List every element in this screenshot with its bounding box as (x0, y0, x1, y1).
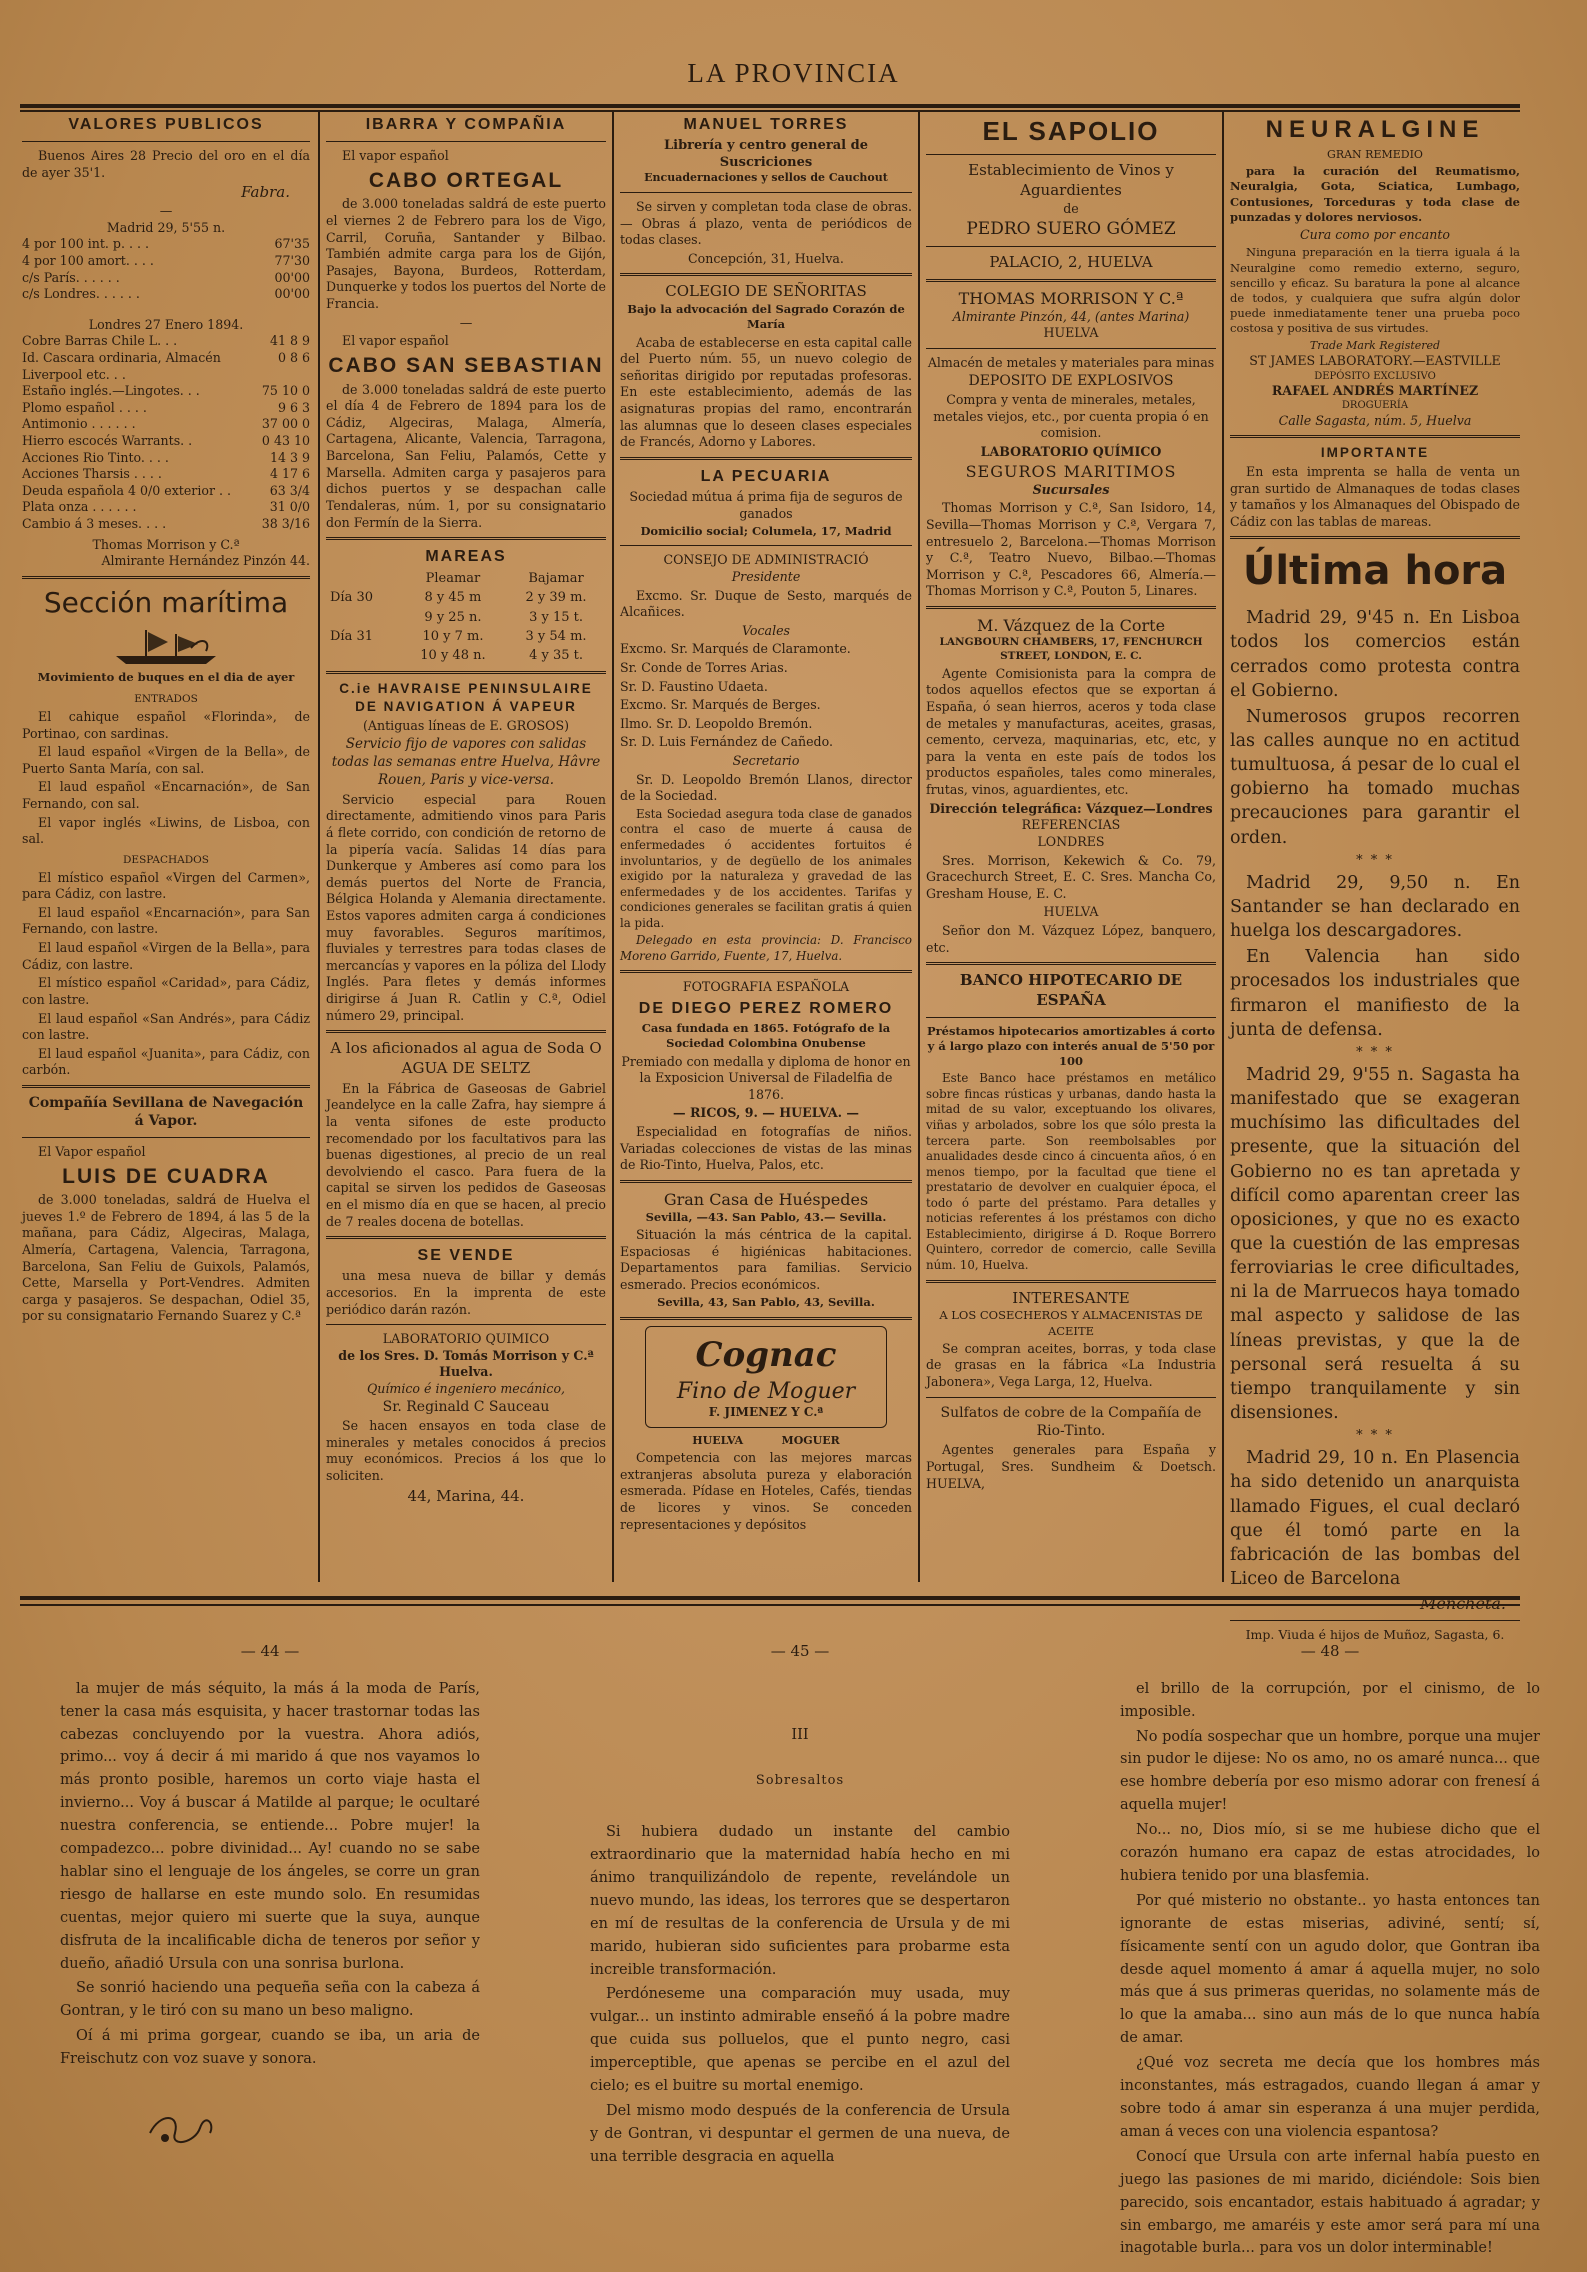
novel-paragraph: la mujer de más séquito, la más á la moda de París, tener la casa más esquisita, y hacer trastornar todas las cabezas concluyendo por la vuestra. Ahora adiós, primo... voy á decir á mi marido á que nos vayamos lo más pronto posible, haremos un corto viaje hasta el invierno... Voy á buscar á Matilde al parque; le ocultaré nuestra conferencia, se entiende... Pobre mujer! la compadezco... pobre divinidad... Ay! cuando no se sabe hablar sino el lenguaje de los ángeles, se corre un gran riesgo de hallarse en este mundo solo. En resumidas cuentas, mejor quiero mi suerte que la suya, aunque disfruta de la incalificable dicha de teneros por señor y dueño, añadió Ursula con una sonrisa burlona. (60, 1680, 480, 1972)
page-number: — 44 — (240, 1642, 300, 1660)
buenos-aires-text: Buenos Aires 28 Precio del oro en el día de ayer 35'1. (22, 148, 310, 180)
mareas-cell: 10 y 7 m. (422, 628, 484, 644)
soda-title: A los aficionados al agua de Soda O AGUA DE SELTZ (330, 1039, 602, 1078)
madrid-quote-row-value: 67'35 (274, 236, 310, 252)
havraise-sub: (Antiguas líneas de E. GROSOS) (362, 717, 570, 733)
madrid-quote-row (22, 270, 310, 287)
news-item: Madrid 29, 9,50 n. En Santander se han declarado en huelga los descargadores. (1230, 872, 1520, 942)
ultima-hora-title: Última hora (1242, 548, 1508, 595)
londres-quote-row-value: 4 17 6 (269, 466, 310, 482)
morrison-city: HUELVA (1043, 325, 1099, 341)
londres-quote-row (22, 416, 310, 433)
interesante-text: Se compran aceites, borras, y toda clase de grasas en la fábrica «La Industria Jabonera», Vega Larga, 12, Huelva. (926, 1340, 1216, 1389)
foto-name: DE DIEGO PEREZ ROMERO (638, 1000, 894, 1018)
havraise-italic: Servicio fijo de vapores con salidas todas las semanas entre Huelva, Hâvre Rouen, Paris y vice-versa. (331, 736, 601, 788)
vazquez-addr: LANGBOURN CHAMBERS, 17, FENCHURCH STREET, LONDON, E. C. (939, 636, 1203, 662)
novel-paragraph: Si hubiera dudado un instante del cambio extraordinario que la maternidad había hecho en mi ánimo tranquilizándolo de repente, revelándole un nuevo mundo, las ideas, los terrores que se despertaron en mí de resultas de la conferencia de Ursula y de mi marido, hubieran sido suficientes para probarme esta increible transformación. (590, 1824, 1010, 1978)
londres-quote-row-label: Cambio á 3 meses. . . . (22, 516, 167, 532)
cabo-san-sebastian-title: CABO SAN SEBASTIAN (328, 353, 604, 377)
luis-de-cuadra-title: LUIS DE CUADRA (62, 1164, 270, 1188)
mareas-cell (326, 646, 400, 665)
cognac-logo (645, 1326, 887, 1428)
torres-sub: Librería y centro general de Suscriciones (664, 138, 868, 171)
colegio-text: Acaba de establecerse en esta capital calle del Puerto núm. 55, un nuevo colegio de señoritas dirigido por reputadas profesoras. En este establecimiento, además de las asignaturas propias del ramo, encontrarán las alumnas que lo deseen clases especiales de Francés, Adorno y Labores. (620, 334, 912, 450)
casa-addr: Sevilla, —43. San Pablo, 43.— Sevilla. (645, 1209, 887, 1224)
londres-quote-row-label: Plata onza . . . . . . (22, 499, 137, 515)
folletin-page-48 (1120, 1640, 1540, 2260)
laboratorio-text: Se hacen ensayos en toda clase de minerales y metales conocidos á precios muy económicos. Precios á los que lo soliciten. (326, 1418, 606, 1483)
neuralgine-text: para la curación del Reumatismo, Neuralgia, Gota, Sciatica, Lumbago, Contusiones, Torceduras y toda clase de punzadas y dolores nerviosos. (1230, 164, 1520, 224)
londres-label: LONDRES (1037, 833, 1105, 849)
sapolio-name: PEDRO SUERO GÓMEZ (966, 218, 1176, 239)
novel-paragraph: Por qué misterio no obstante.. yo hasta entonces tan ignorante de estas miserias, adiviné, sentí; sí, físicamente sentí con un agudo dolor, que Gontran iba desde aquel momento á amar á aquella mujer, no solo más que á sus primeras queridas, no solamente más de lo que la amaba... sino aun más de lo que nunca había de amar. (1120, 1892, 1540, 2047)
news-item: Madrid 29, 10 n. En Plasencia ha sido detenido un anarquista llamado Figues, el cual declaró que él tomó parte en la fabricación de las bombas del Liceo de Barcelona (1230, 1448, 1520, 1589)
sapolio-de: de (1063, 200, 1079, 216)
novel-paragraph: Conocí que Ursula con arte infernal había puesto en juego las pasiones de mi marido, diciéndole: Sois bien parecido, sois encantador, estais habituado á agradar; y sin embargo, me amaréis y este amor será para mí una inagotable burla... para vos un dolor interminable! (1120, 2148, 1540, 2257)
colegio-title: COLEGIO DE SEÑORITAS (665, 282, 867, 301)
morrison-addr: Almirante Pinzón, 44, (antes Marina) (952, 308, 1190, 324)
neuralgine-text2: Ninguna preparación en la tierra iguala á la Neuralgine como remedio externo, seguro, sencillo y eficaz. Su baratura la pone al alcance de todos, y cualquiera que sufra algún dolor puede inmediatamente tener una prueba poco costosa y positiva de sus virtudes. (1230, 245, 1520, 336)
novel-paragraph: el brillo de la corrupción, por el cinismo, de lo imposible. (1120, 1680, 1540, 1720)
sapolio-sub: Establecimiento de Vinos y Aguardientes (968, 161, 1174, 200)
pleamar-head: Pleamar (425, 571, 481, 587)
vocales-label: Vocales (741, 622, 791, 638)
londres-quote-row-value: 63 3/4 (269, 482, 310, 498)
madrid-quote-row-label: c/s París. . . . . . (22, 269, 120, 285)
vazquez-title: M. Vázquez de la Corte (976, 615, 1166, 635)
madrid-quote-row (22, 286, 310, 303)
mareas-cell: Día 31 (330, 628, 374, 644)
londres-quote-row-value: 75 10 0 (261, 383, 310, 399)
despachados-head: DESPACHADOS (123, 853, 209, 866)
novel-paragraph: Oí á mi prima gorgear, cuando se iba, un aria de Freischutz con voz suave y sonora. (60, 2028, 480, 2068)
torres-addr: Concepción, 31, Huelva. (688, 250, 844, 266)
londres-quote-row-value: 14 3 9 (269, 449, 310, 465)
cura-label: Cura como por encanto (1300, 226, 1450, 242)
laboratory: ST JAMES LABORATORY.—EASTVILLE (1249, 353, 1501, 369)
casa-text: Situación la más céntrica de la capital. Espaciosas é higiénicas habitaciones. Departamentos para familias. Servicio esmerado. Precios económicos. (620, 1227, 912, 1292)
foto-text: Premiado con medalla y diploma de honor en la Exposicion Universal de Filadelfia de 1876. (621, 1053, 911, 1102)
madrid-quote-row-label: 4 por 100 int. p. . . . (22, 236, 150, 252)
despachado-item: El laud español «Virgen de la Bella», para Cádiz, con lastre. (22, 940, 310, 972)
madrid-quotes (22, 236, 310, 302)
ship-icon (106, 626, 226, 666)
pecuaria-delegado: Delegado en esta provincia: D. Francisco Moreno Garrido, Fuente, 17, Huelva. (620, 933, 912, 963)
havraise-text: Servicio especial para Rouen directamente, admitiendo vinos para Paris á flete corrido, con condición de retorno de la pipería vacía. Salidas 14 días para Dunkerque y Amberes así como para los demás puertos del Norte de Francia, Bélgica Holanda y Alemania directamente. Estos vapores admiten carga á condiciones muy favorables. Seguros marítimos, fluviales y terrestres para todas clases de mercancías y vapores en la póliza del Llody Inglés. Para fletes y demás informes dirigirse á Juan R. Catlin y C.ª, Odiel número 29, principal. (326, 791, 606, 1023)
londres-quote-row (22, 466, 310, 483)
londres-quote-row-label: Antimonio . . . . . . (22, 416, 136, 432)
torres-text: Se sirven y completan toda clase de obras.— Obras á plazo, venta de periódicos de todas clases. (620, 198, 912, 248)
importante-title: IMPORTANTE (1320, 445, 1430, 461)
se-vende-text: una mesa nueva de billar y demás accesorios. En la imprenta de este periódico darán razón. (326, 1268, 606, 1317)
vocales-list (620, 641, 912, 751)
londres-quote-row (22, 483, 310, 500)
vapor-label-1: El vapor español (342, 148, 449, 164)
londres-quote-row-label: Hierro escocés Warrants. . (22, 433, 193, 449)
londres-quote-row-label: Deuda española 4 0/0 exterior . . (22, 482, 231, 498)
news-separator: * * * (1356, 1044, 1394, 1060)
pecuaria-domicilio: Domicilio social; Columela, 17, Madrid (640, 524, 892, 539)
torres-sub2: Encuadernaciones y sellos de Cauchout (644, 171, 888, 185)
londres-quote-row-value: 9 6 3 (277, 399, 310, 415)
column-torres (620, 112, 912, 1582)
morrison-text: Almacén de metales y materiales para minas (927, 355, 1215, 371)
folletin-page-45 (590, 1640, 1010, 2260)
flourish-icon (140, 2103, 220, 2153)
despachado-item: El místico español «Caridad», para Cádiz, con lastre. (22, 975, 310, 1007)
news-item: En Valencia han sido procesados los industriales que firmaron el manifiesto de la junta de defensa. (1230, 947, 1520, 1040)
londres-quote-row-label: Id. Cascara ordinaria, Almacén Liverpool etc. . . (22, 350, 221, 382)
column-neuralgine (1230, 112, 1520, 1643)
madrid-quote-row (22, 236, 310, 253)
foto-text2: Especialidad en fotografías de niños. Variadas colecciones de vistas de las minas de Rio-Tinto, Huelva, Palos, etc. (620, 1123, 912, 1173)
mareas-cell (326, 608, 400, 627)
secretario-label: Secretario (732, 752, 800, 768)
cognac-logo-text: Cognac (695, 1334, 837, 1375)
column-divider (612, 112, 614, 1582)
vocal-item: Ilmo. Sr. D. Leopoldo Bremón. (620, 715, 813, 731)
middle-rule (20, 1596, 1520, 1600)
mareas-row (326, 627, 606, 646)
masthead: LA PROVINCIA (687, 58, 900, 88)
seccion-maritima-title: Sección marítima (43, 585, 289, 619)
londres-quote-row-label: Estaño inglés.—Lingotes. . . (22, 383, 200, 399)
movimiento-head: Movimiento de buques en el dia de ayer (37, 669, 295, 684)
mareas-row (326, 588, 606, 607)
column-sapolio (926, 112, 1216, 1582)
referencias-text: Sres. Morrison, Kekewich & Co. 79, Gracechurch Street, E. C. Sres. Mancha Co, Gresham House, E. C. (926, 852, 1216, 901)
entrados-list (22, 709, 310, 848)
mareas-row (326, 646, 606, 665)
cognac-places: HUELVA MOGUER (692, 1433, 840, 1447)
vocal-item: Excmo. Sr. Marqués de Berges. (620, 697, 821, 713)
neuralgine-title: NEURALGINE (1265, 116, 1485, 143)
laboratorio-name: Sr. Reginald C Sauceau (382, 1398, 550, 1415)
mareas-title: MAREAS (425, 548, 507, 566)
column-divider (318, 112, 320, 1582)
mareas-cell: 4 y 35 t. (529, 647, 583, 663)
column-ibarra: IBARRA Y COMPAÑIA El vapor español CABO ORTEGAL de 3.000 toneladas saldrá de este puerto el viernes 2 de Febrero para los de Vigo, Carril, Coruña, Santander y Bilbao. También admite carga para los de Gijón, Pasajes, Bayona, Burdeos, Rotterdam, Dunquerke y todos los puertos del Norte de Francia. — El vapor español CABO SAN SEBASTIAN de 3.000 toneladas saldrá de este puerto el día 4 de Febrero de 1894 para los de Cádiz, Algeciras, Malaga, Almería, Cartagena, Alicante, Valencia, Tarragona, Barcelona, San Feliu, Palamós, Cette y Marsella. Admiten carga y pasajeros para dichos puertos y se despachan calle Tendaleras, núm. 1, por su consignatario don Fermín de la Sierra. MAREAS Pleamar Bajamar Día 30 8 y 45 m 2 y 39 m. 9 y 25 n. 3 y 15 t. Día 31 10 y 7 m. 3 y 54 m. 10 y 48 n. 4 y 35 t. C.ie HAVRAISE PENINSULAIRE DE NAVIGATION Á VAPEUR (Antiguas líneas de E. GROSOS) Servicio fijo de vapores con salidas todas las semanas entre Huelva, Hâvre Rouen, Paris y vice-versa. Servicio especial para Rouen directamente, admitiendo vinos para Paris á flete corrido, con condición de retorno de la pipería vacía. Salidas 14 días para Dunkerque y Amberes así como para los demás puertos del Norte de Francia, Bélgica Holanda y Alemania directamente. Estos vapores admiten carga á condiciones muy favorables. Seguros marítimos, fluviales y terrestres para todas clases de mercancías y vapores en la póliza del Llody Inglés. Para fletes y demás informes dirigirse á Juan R. Catlin y C.ª, Odiel número 29, principal. A los aficionados al agua de Soda O AGUA DE SELTZ En la Fábrica de Gaseosas de Gabriel Jeandelyce en la calle Zafra, hay siempre á la venta sifones de este producto recomendado por los facultativos para las buenas digestiones, al precio de un real devolviendo el casco. Para fuera de la capital se sirven los pedidos de Gaseosas en el mismo día en que se hacen, al precio de 7 reales docena de botellas. SE VENDE una mesa nueva de billar y demás accesorios. En la imprenta de este periódico darán razón. LABORATORIO QUIMICO de los Sres. D. Tomás Morrison y C.ª Huelva. Químico é ingeniero mecánico, Sr. Reginald C Sauceau Se hacen ensayos en toda clase de minerales y metales conocidos á precios muy económicos. Precios á los que lo soliciten. 44, Marina, 44. (326, 116, 606, 1505)
page-number: — 48 — (1300, 1642, 1360, 1660)
mareas-cell: 8 y 45 m (424, 590, 482, 606)
havraise-title: C.ie HAVRAISE PENINSULAIRE DE NAVIGATION Á VAPEUR (339, 681, 593, 714)
foto-sub: Casa fundada en 1865. Fotógrafo de la Sociedad Colombina Onubense (641, 1021, 891, 1051)
luis-text: de 3.000 toneladas, saldrá de Huelva el jueves 1.º de Febrero de 1894, á las 5 de la mañana, para Cádiz, Algeciras, Malaga, Almería, Cartagena, Valencia, Tarragona, Barcelona, San Feliu de Guixols, Palamós, Cette, Marsella y Port-Vendres. Admiten carga y pasajeros. Se despachan, Odiel 35, por su consignatario Fernando Suarez y C.ª (22, 1192, 310, 1324)
pecuaria-body: Esta Sociedad asegura toda clase de ganados contra el caso de muerte á causa de enfermedades ó accidentes fortuitos é involuntarios, y de degüello de los animales exigido por la naturaleza y gravedad de las enfermedades y de los accidentes. Tarifas y condiciones generales se facilitan gratis á quien la pida. (620, 806, 912, 930)
londres-quotes (22, 333, 310, 532)
banco-title: BANCO HIPOTECARIO DE ESPAÑA (959, 971, 1183, 1009)
despachado-item: El místico español «Virgen del Carmen», para Cádiz, con lastre. (22, 869, 310, 902)
referencias-text2: Señor don M. Vázquez López, banquero, etc. (926, 922, 1216, 955)
news-separator: * * * (1356, 1428, 1394, 1444)
sulfatos-title: Sulfatos de cobre de la Compañía de Rio-Tinto. (940, 1404, 1202, 1440)
banco-sub: Préstamos hipotecarios amortizables á corto y á largo plazo con interés anual de 5'50 por 100 (926, 1023, 1216, 1069)
mareas-cell: 3 y 54 m. (525, 628, 587, 644)
explosivos-title: DEPOSITO DE EXPLOSIVOS (968, 372, 1174, 389)
entrado-item: El laud español «Encarnación», de San Fernando, con sal. (22, 779, 310, 811)
mareas-cell: 2 y 39 m. (525, 590, 587, 606)
casa-addr2: Sevilla, 43, San Pablo, 43, Sevilla. (657, 1295, 875, 1310)
londres-quote-row (22, 499, 310, 516)
pecuaria-text: Sociedad mútua á prima fija de seguros de ganados (629, 488, 903, 521)
entrado-item: El vapor inglés «Liwins, de Lisboa, con sal. (22, 814, 310, 847)
londres-quote-row-value: 38 3/16 (261, 516, 310, 532)
madrid-quote-row-label: c/s Londres. . . . . . (22, 286, 140, 302)
madrid-quote-row-label: 4 por 100 amort. . . . (22, 252, 154, 268)
drogueria: DROGUERÍA (1341, 400, 1409, 412)
sebastian-text: de 3.000 toneladas saldrá de este puerto el día 4 de Febrero de 1894 para los de Cádiz, Algeciras, Malaga, Almería, Cartagena, Alicante, Valencia, Tarragona, Barcelona, San Feliu, Palamós, Cette y Marsella. Admiten carga y pasajeros para dichos puertos y se despachan calle Tendaleras, núm. 1, por su consignatario don Fermín de la Sierra. (326, 381, 606, 530)
madrid-quote-row-value: 77'30 (274, 252, 310, 268)
vapor-label-2: El vapor español (342, 333, 449, 349)
interesante-sub: A LOS COSECHEROS Y ALMACENISTAS DE ACEITE (939, 1308, 1203, 1338)
novel-paragraph: Se sonrió haciendo una pequeña seña con la cabeza á Gontran, y le tiró con su mano un beso maligno. (60, 1980, 480, 2020)
londres-quote-row-label: Acciones Rio Tinto. . . . (22, 449, 169, 465)
londres-quote-row-label: Cobre Barras Chile L. . . (22, 333, 178, 349)
valores-title: VALORES PUBLICOS (68, 116, 264, 133)
trade-mark: Trade Mark Registered (1309, 338, 1441, 352)
torres-title: MANUEL TORRES (683, 116, 849, 133)
importante-text: En esta imprenta se halla de venta un gran surtido de Almanaques de todas clases y tamaños y los Almanaques del Obispado de Cádiz con las tablas de mareas. (1230, 464, 1520, 529)
casa-title: Gran Casa de Huéspedes (663, 1189, 869, 1209)
despachados-list (22, 870, 310, 1079)
chapter-title: Sobresaltos (755, 1772, 845, 1788)
madrid-head: Madrid 29, 5'55 n. (106, 219, 226, 235)
laboratorio-italic: Químico é ingeniero mecánico, (366, 1381, 566, 1397)
sucursales-text: Thomas Morrison y C.ª, San Isidoro, 14, Sevilla—Thomas Morrison y C.ª, Vergara 7, entresuelo 2, Barcelona.—Thomas Morrison y C.ª, Teatro Nuevo, Bilbao.—Thomas Morrison y C.ª, Pescadores 66, Almería.—Thomas Morrison y C.ª, Pouton 5, Linares. (926, 500, 1216, 599)
top-rule (20, 104, 1520, 108)
madrid-quote-row-value: 00'00 (274, 269, 310, 285)
presidente-name: Excmo. Sr. Duque de Sesto, marqués de Alcañices. (620, 587, 912, 620)
news-separator: * * * (1356, 852, 1394, 868)
lab-quimico-title: LABORATORIO QUÍMICO (980, 443, 1162, 459)
referencias-title: REFERENCIAS (1021, 817, 1121, 833)
novel-paragraph: No... no, Dios mío, si se me hubiese dicho que el corazón humano era capaz de estas atrocidades, lo hubiera tenido por una blasfemia. (1120, 1822, 1540, 1884)
londres-quote-row-value: 31 0/0 (269, 499, 310, 515)
bajamar-head: Bajamar (528, 571, 584, 587)
cognac-logo-sub: Fino de Moguer (676, 1378, 856, 1404)
vapor-espanol-label: El Vapor español (38, 1143, 146, 1159)
consejo-title: CONSEJO DE ADMINISTRACIÓ (663, 552, 869, 568)
novel-paragraph: No podía sospechar que un hombre, porque una mujer sin pudor le dijese: No os amo, no os amaré nunca... que ese hombre debería por eso mismo adorar con frenesí á aquella mujer! (1120, 1728, 1540, 1814)
londres-quote-row-value: 0 43 10 (261, 433, 310, 449)
mareas-cell: 3 y 15 t. (529, 609, 583, 625)
huelva-label: HUELVA (1043, 904, 1099, 920)
ibarra-title: IBARRA Y COMPAÑIA (365, 116, 567, 133)
column-divider (918, 112, 920, 1582)
compania-title: Compañía Sevillana de Navegación á Vapor. (28, 1094, 304, 1130)
laboratorio-addr: 44, Marina, 44. (407, 1486, 525, 1505)
foto-addr: — RICOS, 9. — HUELVA. — (672, 1105, 860, 1121)
news-item: Madrid 29, 9'45 n. En Lisboa todos los comercios están cerrados como protesta contra el Gobierno. (1230, 608, 1520, 701)
rafael-name: RAFAEL ANDRÉS MARTÍNEZ (1271, 382, 1479, 398)
colegio-sub: Bajo la advocación del Sagrado Corazón de María (627, 302, 905, 332)
londres-quote-row (22, 333, 310, 350)
londres-quote-row-value: 0 8 6 (277, 350, 310, 365)
news-item: Madrid 29, 9'55 n. Sagasta ha manifestado que se exageran muchísimo las dificultades del presente, que la situación del Gobierno no es tan apretada y difícil como aparentan creer las oposiciones, y que no es exacto que la cuestión de las empresas ferroviarias le cree dificultades, ni la de Marruecos haya tomado mal aspecto y salidose de las líneas previstas, y que la de personal será resuelta á su tiempo tranquilamente y sin disensiones. (1230, 1064, 1520, 1423)
banco-text: Este Banco hace préstamos en metálico sobre fincas rústicas y urbanas, dando hasta la mitad de su valor, exceptuando los olivares, viñas y arbolados, sobre los que sólo presta la tercera parte. Son reembolsables por anualidades desde cinco á cincuenta años, ó en menos tiempo, por la facultad que tiene el prestatario de devolver en cualquier época, el todo ó parte del préstamo. Para detalles y noticias referentes á los préstamos con dicho Establecimiento, dirigirse á D. Roque Borrero Quintero, corredor de comercio, calle Sevilla núm. 10, Huelva. (926, 1071, 1216, 1273)
vocal-item: Sr. Conde de Torres Arias. (620, 659, 788, 675)
londres-quote-row (22, 450, 310, 467)
cabo-ortegal-title: CABO ORTEGAL (368, 168, 564, 192)
interesante-title: INTERESANTE (1012, 1288, 1130, 1307)
mareas-table (326, 569, 606, 665)
vazquez-text: Agente Comisionista para la compra de todos aquellos efectos que se exportan á España, ó sean hierros, aceros y toda clase de metales y manufacturas, aceites, grasas, cemento, cerveza, maquinarias, etc, etc, y para la venta en este país de todos los productos españoles, tales como minerales, frutas, vinos, aguardientes, etc. (926, 665, 1216, 798)
despachado-item: El laud español «San Andrés», para Cádiz con lastre. (22, 1010, 310, 1043)
pecuaria-title: LA PECUARIA (700, 467, 832, 485)
vocal-item: Sr. D. Luis Fernández de Cañedo. (620, 734, 833, 750)
signature-1: Thomas Morrison y C.ª (92, 536, 240, 552)
sulfatos-text: Agentes generales para España y Portugal, Sres. Sundheim & Doetsch. HUELVA, (926, 1442, 1216, 1491)
londres-quote-row-value: 41 8 9 (269, 333, 310, 349)
presidente-label: Presidente (731, 568, 801, 584)
entrado-item: El laud español «Virgen de la Bella», de Puerto Santa María, con sal. (22, 744, 310, 776)
se-vende-title: SE VENDE (417, 1247, 515, 1265)
laboratorio-sub: de los Sres. D. Tomás Morrison y C.ª Huelva. (338, 1347, 594, 1380)
column-divider (1222, 112, 1224, 1582)
deposito: DEPÓSITO EXCLUSIVO (1314, 370, 1436, 382)
entrado-item: El cahique español «Florinda», de Portinao, con sardinas. (22, 708, 310, 741)
fabra-sign: Fabra. (241, 183, 290, 202)
mareas-cell: 10 y 48 n. (420, 647, 486, 663)
madrid-quote-row-value: 00'00 (274, 286, 310, 302)
laboratorio-title: LABORATORIO QUIMICO (382, 1331, 550, 1347)
londres-quote-row (22, 433, 310, 450)
londres-quote-row-label: Plomo español . . . . (22, 399, 147, 415)
londres-quote-row-label: Acciones Tharsis . . . . (22, 466, 162, 482)
mareas-row (326, 608, 606, 627)
londres-quote-row-value: 37 00 0 (261, 416, 310, 432)
vocal-item: Sr. D. Faustino Udaeta. (620, 678, 768, 694)
calle-sagasta: Calle Sagasta, núm. 5, Huelva (1278, 412, 1472, 428)
gran-remedio: GRAN REMEDIO (1327, 147, 1423, 161)
despachado-item: El laud español «Juanita», para Cádiz, con carbón. (22, 1045, 310, 1078)
novel-paragraph: Del mismo modo después de la conferencia de Ursula y de Gontran, vi despuntar el germen de una nueva, de una terrible desgracia en aquella (590, 2103, 1010, 2165)
news-list (1230, 606, 1520, 1591)
novel-paragraph: ¿Qué voz secreta me decía que los hombres más inconstantes, más estragados, cuando llegan á amar y sobre todo á amar sin esperanza á una mujer perdida, aman á veces con una violencia espantosa? (1120, 2055, 1540, 2140)
folletin-page-44 (60, 1640, 480, 2260)
imprenta-footer: Imp. Viuda é hijos de Muñoz, Sagasta, 6. (1245, 1627, 1505, 1643)
londres-quote-row (22, 350, 310, 383)
sapolio-title: EL SAPOLIO (982, 116, 1160, 146)
mareas-cell: Día 30 (330, 590, 374, 606)
chapter-number: III (791, 1726, 809, 1743)
vocal-item: Excmo. Sr. Marqués de Claramonte. (620, 641, 851, 657)
page-number: — 45 — (770, 1642, 830, 1660)
despachado-item: El laud español «Encarnación», para San Fernando, con lastre. (22, 904, 310, 937)
telegrafica: Dirección telegráfica: Vázquez—Londres (929, 800, 1213, 816)
signature-2: Almirante Hernández Pinzón 44. (101, 553, 310, 569)
madrid-quote-row (22, 253, 310, 270)
secretario-name: Sr. D. Leopoldo Bremón Llanos, director de la Sociedad. (620, 771, 912, 804)
seguros-title: SEGUROS MARITIMOS (965, 461, 1177, 481)
londres-quote-row (22, 383, 310, 400)
morrison-title: THOMAS MORRISON Y C.ª (958, 288, 1184, 308)
mareas-cell: 9 y 25 n. (424, 609, 482, 625)
ortegal-text: de 3.000 toneladas saldrá de este puerto el viernes 2 de Febrero para los de Vigo, Carril, Coruña, Santander y Bilbao. También admite carga para los de Gijón, Pasajes, Bayona, Burdeos, Rotterdam, Dunquerke y todos los puertos del Norte de Francia. (326, 196, 606, 312)
londres-head: Londres 27 Enero 1894. (88, 316, 244, 332)
cognac-logo-brand: F. JIMENEZ Y C.ª (708, 1404, 824, 1419)
sucursales-label: Sucursales (1032, 481, 1110, 497)
novel-paragraph: Perdóneseme una comparación muy usada, muy vulgar... un instinto admirable enseñó á la pobre madre que cuida sus polluelos, que el punto negro, casi imperceptible, que apenas se percibe en el azul del cielo; es el buitre su mortal enemigo. (590, 1986, 1010, 2095)
mencheta-sign: Mencheta. (1420, 1594, 1506, 1614)
news-item: Numerosos grupos recorren las calles aunque no en actitud tumultuosa, á pesar de lo cual el gobierno ha tomado muchas precauciones para garantir el orden. (1230, 706, 1520, 848)
sapolio-addr: PALACIO, 2, HUELVA (989, 252, 1153, 271)
middle-rule-thin (20, 1604, 1520, 1606)
foto-title: FOTOGRAFIA ESPAÑOLA (682, 979, 850, 995)
londres-quote-row (22, 516, 310, 533)
morrison-text2: Compra y venta de minerales, metales, metales viejos, etc., por cuenta propia ó en comision. (933, 392, 1209, 441)
cognac-text: Competencia con las mejores marcas extranjeras absoluta pureza y elaboración esmerada. Pídase en Hoteles, Cafés, tiendas de licores y vinos. Se conceden representaciones y depósitos (620, 1450, 912, 1532)
soda-text: En la Fábrica de Gaseosas de Gabriel Jeandelyce en la calle Zafra, hay siempre á la venta sifones de este producto recomendado por los facultativos para las buenas digestiones, al precio de un real devolviendo el casco. Para fuera de la capital se sirven los pedidos de Gaseosas en el mismo día en que se hacen, al precio de 7 reales docena de botellas. (326, 1080, 606, 1229)
londres-quote-row (22, 400, 310, 417)
entrados-head: ENTRADOS (134, 693, 198, 706)
column-valores: VALORES PUBLICOS Buenos Aires 28 Precio del oro en el día de ayer 35'1. Fabra. — Madrid 29, 5'55 n. 4 por 100 int. p. . . . 67'35 4 por 100 amort. . . . 77'30 c/s París. . . . . . 00'00 c/s Londres. . . . . . 00'00 Londres 27 Enero 1894. Cobre Barras Chile L. . . 41 8 9 Id. Cascara ordinaria, Almacén Liverpool etc. . . 0 8 6 Estaño inglés.—Lingotes. . . 75 10 0 Plomo español . . . . 9 6 3 Antimonio . . . . . . 37 00 0 Hierro escocés Warrants. . 0 43 10 Acciones Rio Tinto. . . . 14 3 9 Acciones Tharsis . . . . 4 17 6 Deuda española 4 0/0 exterior . . 63 3/4 Plata onza . . . . . . 31 0/0 Cambio á 3 meses. . . . 38 3/16 Thomas Morrison y C.ª Almirante Hernández Pinzón 44. Sección marítima Movimiento de buques en el dia de ayer ENTRADOS El cahique español «Florinda», de Portinao, con sardinas. El laud español «Virgen de la Bella», de Puerto Santa María, con sal. El laud español «Encarnación», de San Fernando, con sal. El vapor inglés «Liwins, de Lisboa, con sal. DESPACHADOS El místico español «Virgen del Carmen», para Cádiz, con lastre. El laud español «Encarnación», para San Fernando, con lastre. El laud español «Virgen de la Bella», para Cádiz, con lastre. El místico español «Caridad», para Cádiz, con lastre. El laud español «San Andrés», para Cádiz con lastre. El laud español «Juanita», para Cádiz, con carbón. Compañía Sevillana de Navegación á Vapor. El Vapor español LUIS DE CUADRA de 3.000 toneladas, saldrá de Huelva el jueves 1.º de Febrero de 1894, á las 5 de la mañana, para Cádiz, Algeciras, Malaga, Almería, Cartagena, Valencia, Tarragona, Barcelona, San Feliu de Guixols, Palamós, Cette, Marsella y Port-Vendres. Admiten carga y pasajeros. Se despachan, Odiel 35, por su consignatario Fernando Suarez y C.ª (22, 116, 310, 1324)
